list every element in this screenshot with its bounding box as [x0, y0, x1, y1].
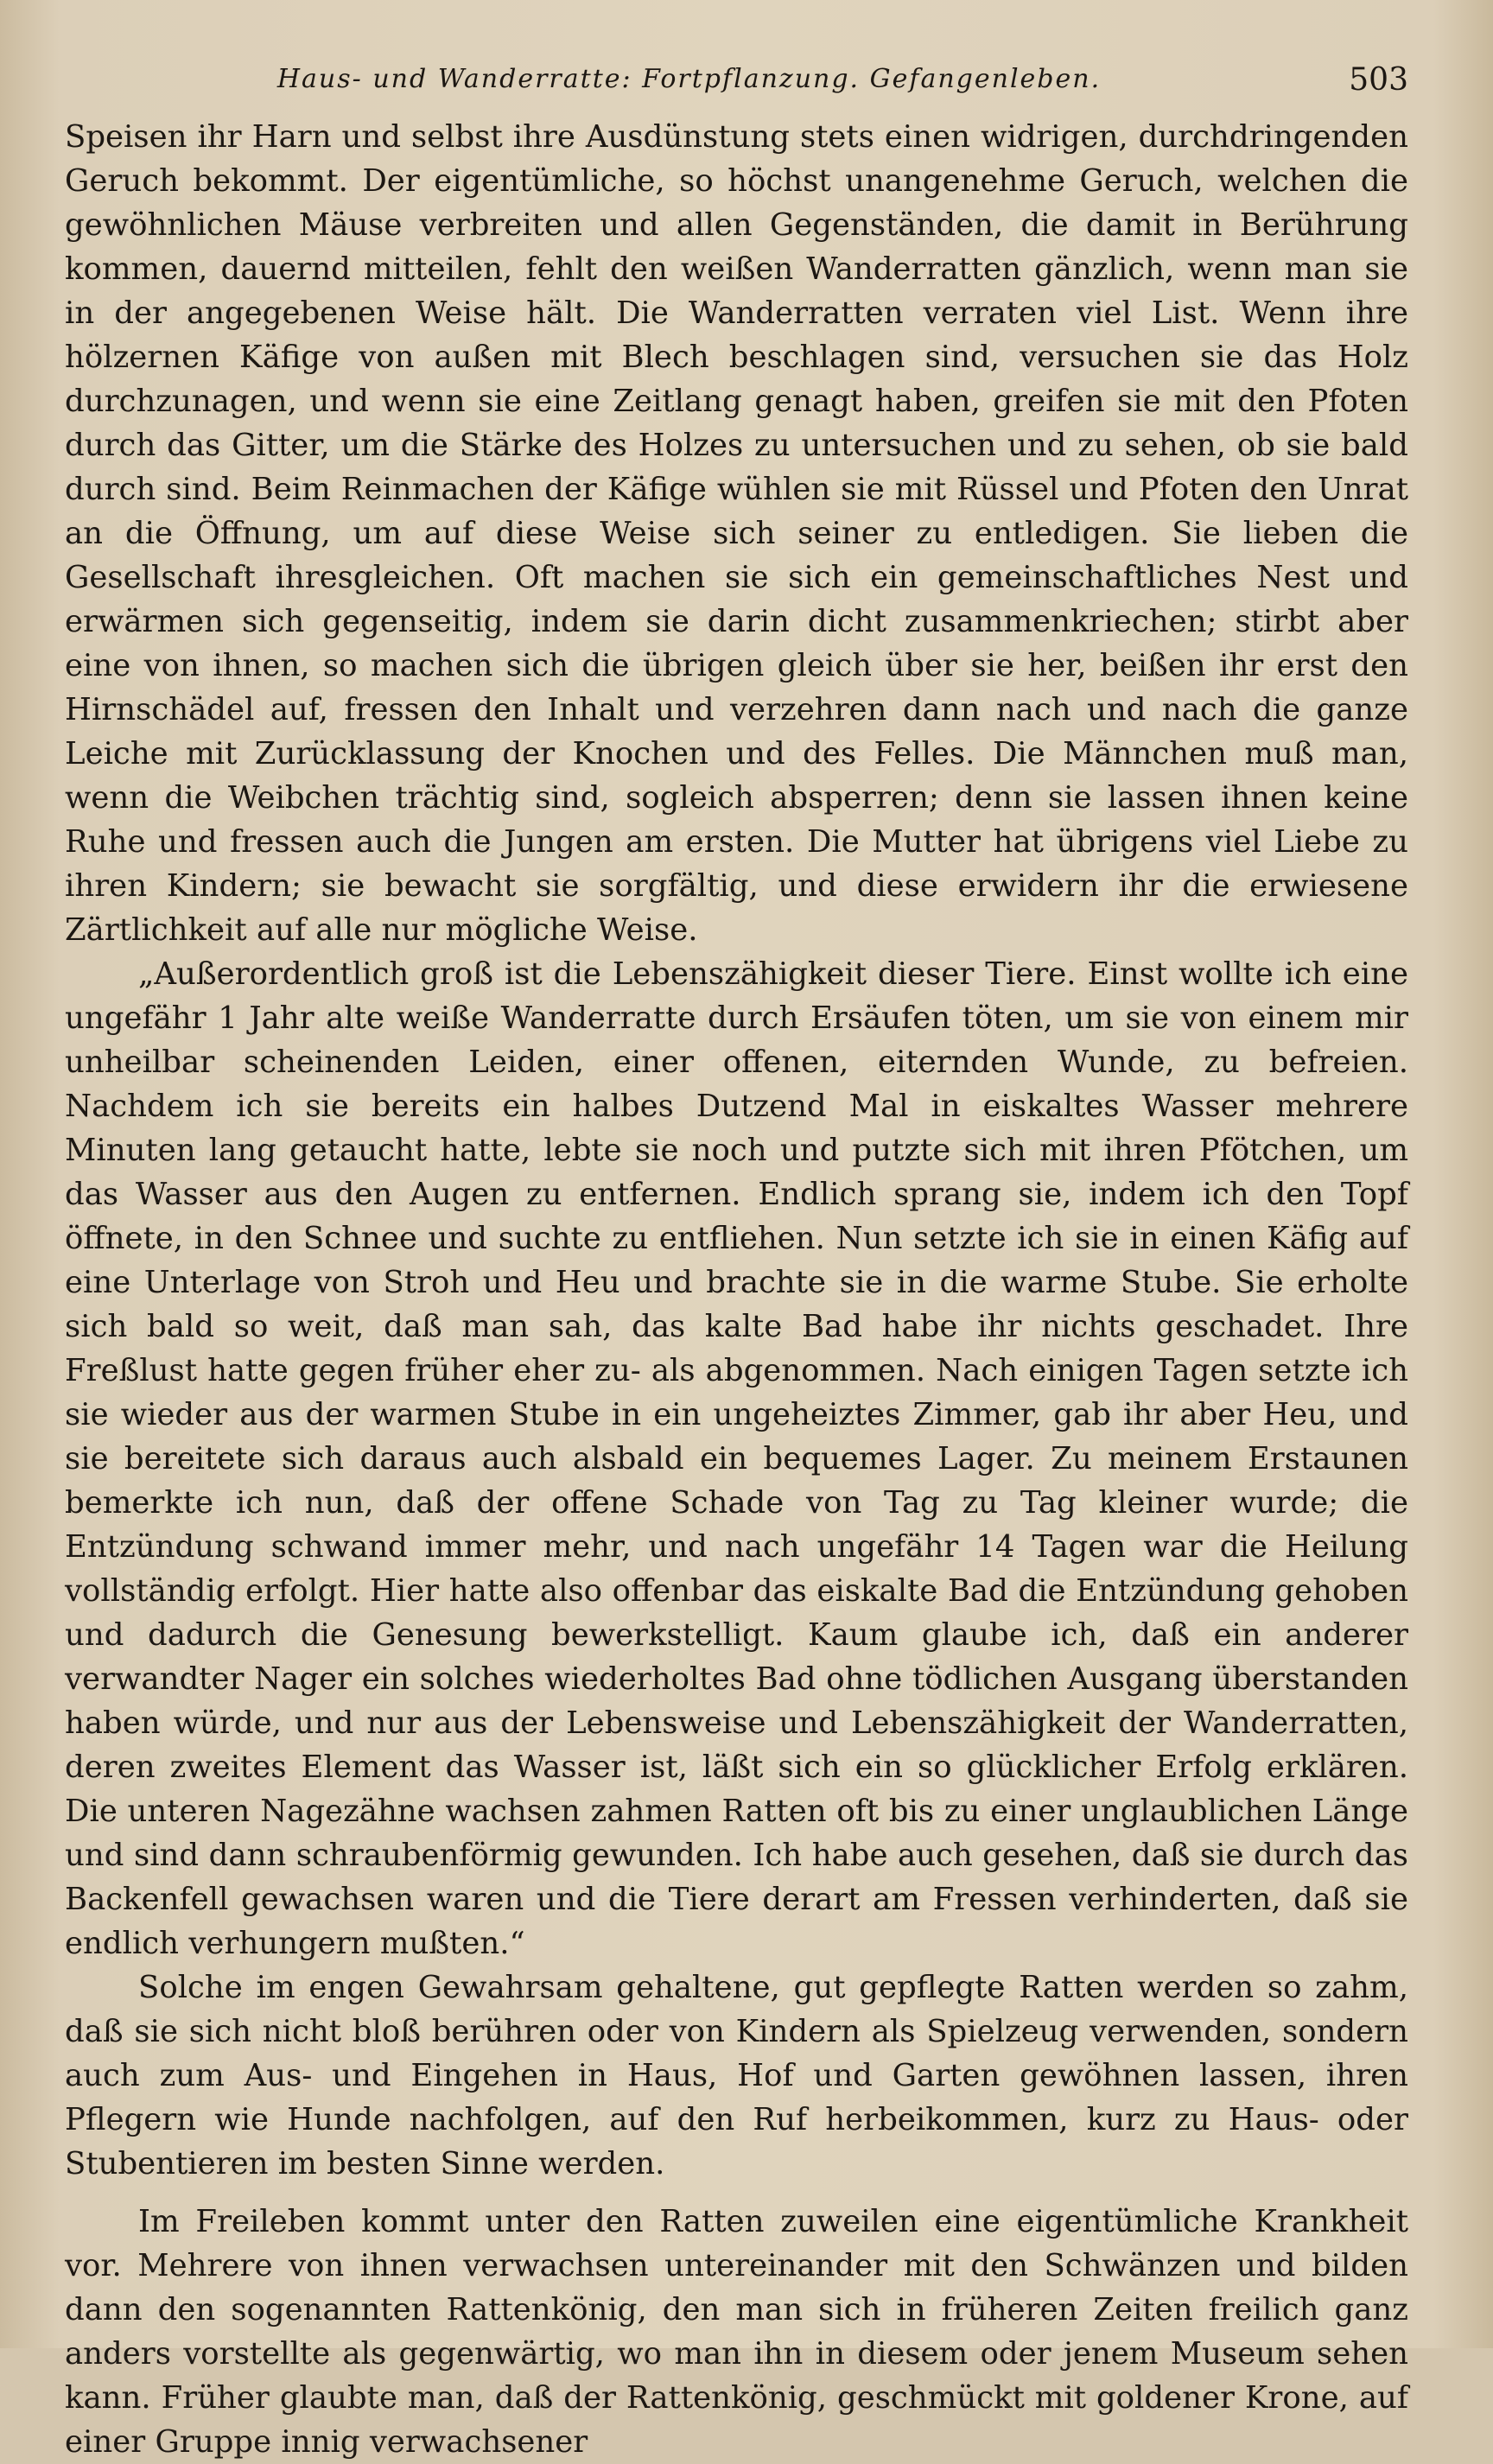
paragraph-4: Im Freileben kommt unter den Ratten zuweilen eine eigentümliche Krankheit vor. Mehrere von ihnen verwachsen untereinander mit den Schwänzen und bilden dann den sogenannten Rattenkönig, den man sich in früheren Zeiten freilich ganz anders vorstellte als gegenwärtig, wo man ihn in diesem oder jenem Museum sehen kann. Früher glaubte man, daß der Rattenkönig, geschmückt mit goldener Krone, auf einer Gruppe innig verwachsener — [65, 2204, 1408, 2460]
paragraph-1: Speisen ihr Harn und selbst ihre Ausdünstung stets einen widrigen, durchdringenden Geruch bekommt. Der eigentümliche, so höchst unangenehme Geruch, welchen die gewöhnlichen Mäuse verbreiten und allen Gegenständen, die damit in Berührung kommen, dauernd mitteilen, fehlt den weißen Wanderratten gänzlich, wenn man sie in der angegebenen Weise hält. Die Wanderratten verraten viel List. Wenn ihre hölzernen Käfige von außen mit Blech beschlagen sind, versuchen sie das Holz durchzunagen, und wenn sie eine Zeitlang genagt haben, greifen sie mit den Pfoten durch das Gitter, um die Stärke des Holzes zu untersuchen und zu sehen, ob sie bald durch sind. Beim Reinmachen der Käfige wühlen sie mit Rüssel und Pfoten den Unrat an die Öffnung, um auf diese Weise sich seiner zu entledigen. Sie lieben die Gesellschaft ihresgleichen. Oft machen sie sich ein gemeinschaftliches Nest und erwärmen sich gegenseitig, indem sie darin dicht zusammenkriechen; stirbt aber eine von ihnen, so machen sich die übrigen gleich über sie her, beißen ihr erst den Hirnschädel auf, fressen den Inhalt und verzehren dann nach und nach die ganze Leiche mit Zurücklassung der Knochen und des Felles. Die Männchen muß man, wenn die Weibchen trächtig sind, sogleich absperren; denn sie lassen ihnen keine Ruhe und fressen auch die Jungen am ersten. Die Mutter hat übrigens viel Liebe zu ihren Kindern; sie bewacht sie sorgfältig, und diese erwidern ihr die erwiesene Zärtlichkeit auf alle nur mögliche Weise. — [65, 119, 1408, 948]
paragraph-3: Solche im engen Gewahrsam gehaltene, gut gepflegte Ratten werden so zahm, daß sie sich nicht bloß berühren oder von Kindern als Spielzeug verwenden, sondern auch zum Aus- und Eingehen in Haus, Hof und Garten gewöhnen lassen, ihren Pflegern wie Hunde nachfolgen, auf den Ruf herbeikommen, kurz zu Haus- oder Stubentieren im besten Sinne werden. — [65, 1970, 1408, 2181]
running-head — [65, 64, 1408, 107]
paragraph-2: „Außerordentlich groß ist die Lebenszähigkeit dieser Tiere. Einst wollte ich eine ungefähr 1 Jahr alte weiße Wanderratte durch Ersäufen töten, um sie von einem mir unheilbar scheinenden Leiden, einer offenen, eiternden Wunde, zu befreien. Nachdem ich sie bereits ein halbes Dutzend Mal in eiskaltes Wasser mehrere Minuten lang getaucht hatte, lebte sie noch und putzte sich mit ihren Pfötchen, um das Wasser aus den Augen zu entfernen. Endlich sprang sie, indem ich den Topf öffnete, in den Schnee und suchte zu entfliehen. Nun setzte ich sie in einen Käfig auf eine Unterlage von Stroh und Heu und brachte sie in die warme Stube. Sie erholte sich bald so weit, daß man sah, das kalte Bad habe ihr nichts geschadet. Ihre Freßlust hatte gegen früher eher zu- als abgenommen. Nach einigen Tagen setzte ich sie wieder aus der warmen Stube in ein ungeheiztes Zimmer, gab ihr aber Heu, und sie bereitete sich daraus auch alsbald ein bequemes Lager. Zu meinem Erstaunen bemerkte ich nun, daß der offene Schade von Tag zu Tag kleiner wurde; die Entzündung schwand immer mehr, und nach ungefähr 14 Tagen war die Heilung vollständig erfolgt. Hier hatte also offenbar das eiskalte Bad die Entzündung gehoben und dadurch die Genesung bewerkstelligt. Kaum glaube ich, daß ein anderer verwandter Nager ein solches wiederholtes Bad ohne tödlichen Ausgang überstanden haben würde, und nur aus der Lebensweise und Lebenszähigkeit der Wanderratten, deren zweites Element das Wasser ist, läßt sich ein so glücklicher Erfolg erklären. Die unteren Nagezähne wachsen zahmen Ratten oft bis zu einer unglaublichen Länge und sind dann schraubenförmig gewunden. Ich habe auch gesehen, daß sie durch das Backenfell gewachsen waren und die Tiere derart am Fressen verhinderten, daß sie endlich verhungern mußten.“ — [65, 956, 1408, 1961]
running-title: Haus- und Wanderratte: Fortpflanzung. Gefangenleben. — [276, 64, 1102, 94]
page-number: 503 — [1349, 62, 1408, 98]
body-text — [65, 115, 1408, 2460]
